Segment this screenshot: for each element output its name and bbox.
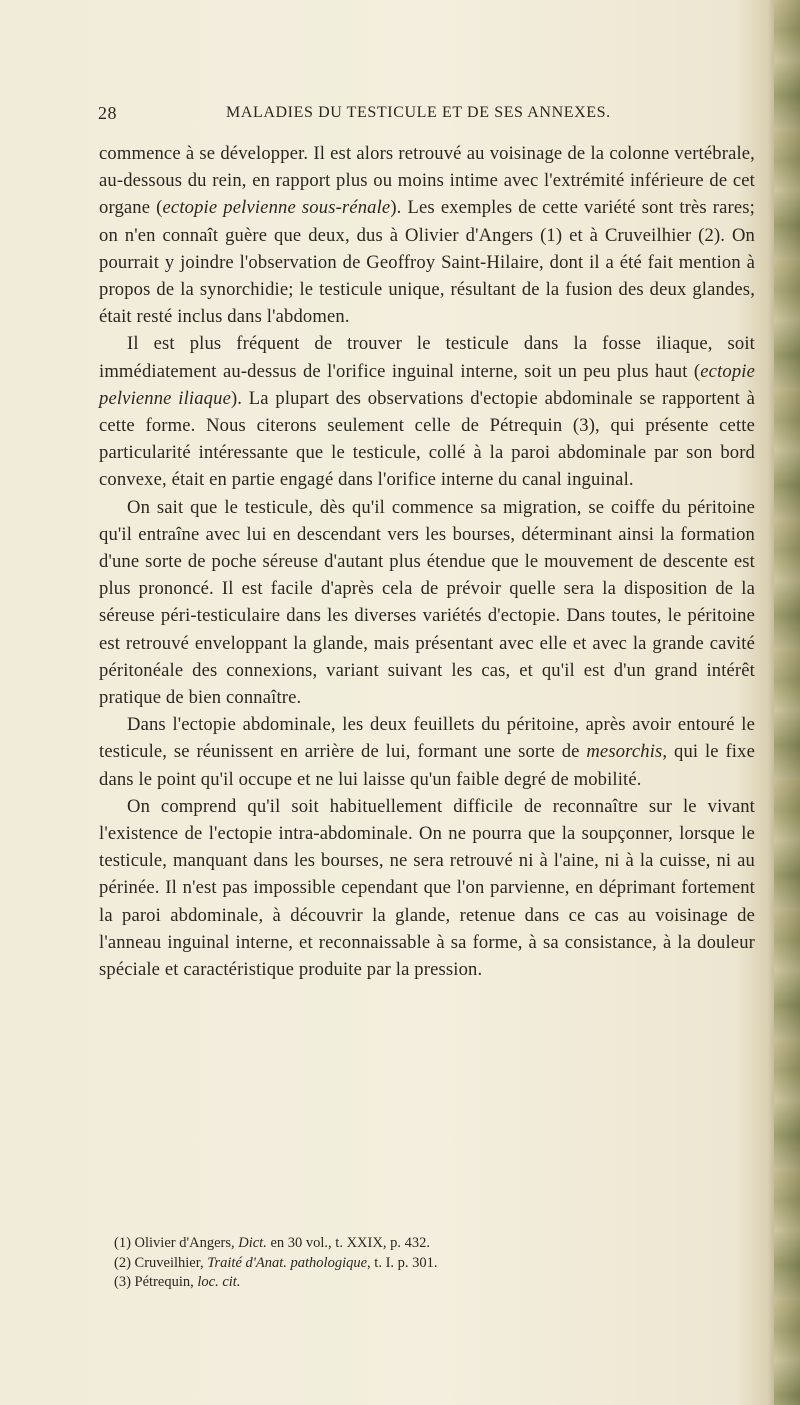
footnote-text: en 30 vol., t. XXIX, p. 432. [266, 1235, 430, 1251]
page-edge [774, 0, 800, 1405]
paragraph [99, 140, 755, 330]
footnote [114, 1273, 754, 1293]
text-run: ). Les exemples de cette variété sont très rares; on n'en connaît guère que deux, dus à Olivier d'Angers (1) et à Cruveilhier (2). On pourrait y joindre l'observation de Geoffroy Saint-Hilaire, dont il a été fait mention à propos de la synorchidie; le testicule unique, résultant de la fusion des deux glandes, était resté inclus dans l'abdomen. [99, 197, 755, 328]
italic-term: ectopie pelvienne sous-rénale [162, 197, 391, 219]
body-text [99, 140, 755, 983]
footnote [114, 1234, 754, 1254]
text-run: commence à se développer. Il est alors retrouvé au voisinage de la colonne vertébrale, au-dessous du rein, en rapport plus ou moins intime avec l'extrémité inférieure de cet organe ( [99, 143, 755, 219]
running-title: MALADIES DU TESTICULE ET DE SES ANNEXES. [226, 104, 611, 121]
page-header [0, 103, 800, 133]
paragraph [99, 494, 755, 712]
footnote-text: , t. I. p. 301. [367, 1254, 438, 1271]
paragraph [99, 711, 755, 793]
text-run: On comprend qu'il soit habituellement difficile de reconnaître sur le vivant l'existence de l'ectopie intra-abdominale. On ne pourra que la soupçonner, lorsque le testicule, manquant dans les bourses, ne sera retrouvé ni à l'aine, ni à la cuisse, ni au périnée. Il n'est pas impossible cependant que l'on parvienne, en déprimant fortement la paroi abdominale, à découvrir la glande, retenue dans ce cas au voisinage de l'anneau inguinal interne, et reconnaissable à sa forme, à sa consistance, à la douleur spéciale et caractéristique produite par la pression. [99, 795, 755, 981]
footnote-text: (1) Olivier d'Angers, [114, 1235, 239, 1251]
text-run: , qui le fixe dans le point qu'il occupe et ne lui laisse qu'un faible degré de mobilité. [99, 741, 755, 790]
italic-term: ectopie pelvienne iliaque [99, 360, 755, 409]
footnote-italic: loc. cit. [197, 1274, 241, 1290]
paragraph [99, 793, 755, 983]
text-run: ). La plupart des observations d'ectopie abdominale se rapportent à cette forme. Nous citerons seulement celle de Pétrequin (3), qui présente cette particularité intéressante que le testicule, collé à la paroi abdominale par son bord convexe, était en partie engagé dans l'orifice interne du canal inguinal. [99, 387, 755, 491]
page-number: 28 [98, 103, 117, 123]
footnotes [114, 1234, 754, 1293]
text-run: Dans l'ectopie abdominale, les deux feuillets du péritoine, après avoir entouré le testicule, se réunissent en arrière de lui, formant une sorte de [99, 714, 755, 763]
footnote-italic: Dict. [238, 1235, 267, 1251]
text-run: On sait que le testicule, dès qu'il commence sa migration, se coiffe du péritoine qu'il entraîne avec lui en descendant vers les bourses, déterminant ainsi la formation d'une sorte de poche séreuse d'autant plus étendue que le mouvement de descente est plus prononcé. Il est facile d'après cela de prévoir quelle sera la disposition de la séreuse péri-testiculaire dans les diverses variétés d'ectopie. Dans toutes, le péritoine est retrouvé enveloppant la glande, mais présentant avec elle et avec la grande cavité péritonéale des connexions, variant suivant les cas, et qu'il est d'un grand intérêt pratique de bien connaître. [99, 496, 755, 709]
italic-term: mesorchis [586, 741, 663, 763]
footnote-italic: Traité d'Anat. pathologique [207, 1254, 368, 1271]
paragraph [99, 330, 755, 493]
footnote-text: (2) Cruveilhier, [114, 1254, 208, 1271]
footnote [114, 1254, 754, 1274]
text-run: Il est plus fréquent de trouver le testicule dans la fosse iliaque, soit immédiatement au-dessus de l'orifice inguinal interne, soit un peu plus haut ( [99, 333, 755, 382]
footnote-text: (3) Pétrequin, [114, 1274, 198, 1290]
